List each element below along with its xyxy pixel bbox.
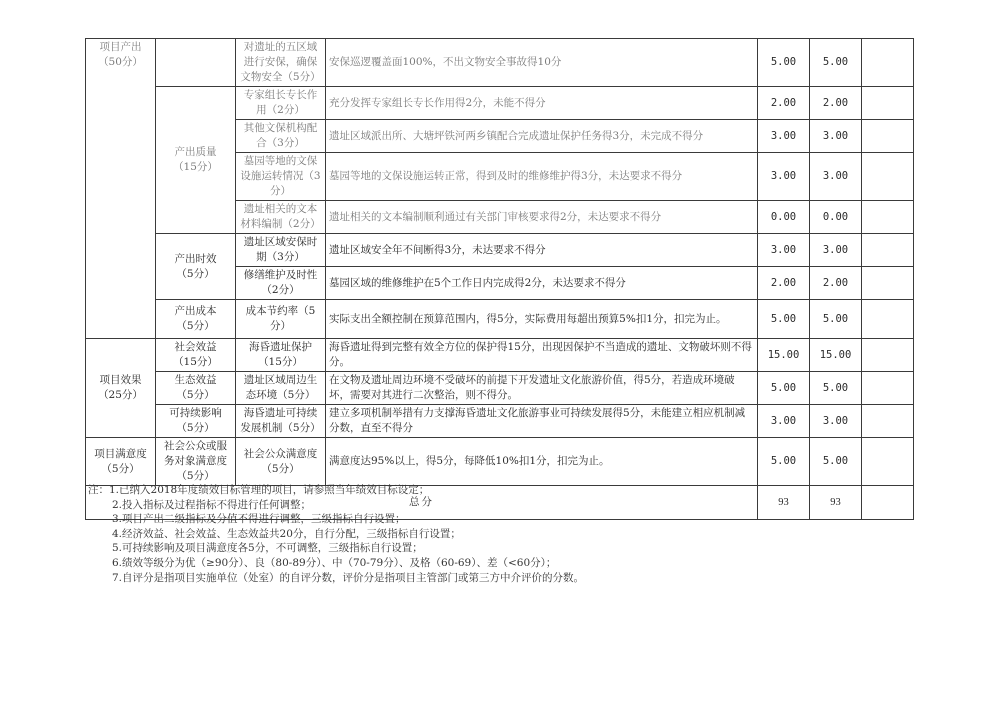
subcategory-cell: 社会公众或服务对象满意度 （5分） <box>156 438 236 486</box>
table-row <box>86 339 914 372</box>
note-line: 6.绩效等级分为优（≥90分）、良（80-89分）、中（70-79分）、及格（60-69）、差（<60分）； <box>112 556 557 569</box>
performance-table <box>85 38 914 520</box>
note-line: 4.经济效益、社会效益、生态效益共20分，自行分配，三级指标自行设置； <box>112 527 461 540</box>
indicator-cell: 海昏遗址保护（15分） <box>236 339 326 372</box>
category-cell: 项目产出 （50分） <box>86 39 156 339</box>
indicator-cell: 墓园等地的文保设施运转情况（3分） <box>236 153 326 201</box>
self-score: 0.00 <box>758 201 810 234</box>
table-row <box>86 39 914 87</box>
blank-cell <box>862 300 914 339</box>
table-row <box>86 300 914 339</box>
standard-cell: 墓园等地的文保设施运转正常，得到及时的维修维护得3分，未达要求不得分 <box>326 153 758 201</box>
eval-score: 3.00 <box>810 153 862 201</box>
indicator-cell: 遗址相关的文本材料编制（2分） <box>236 201 326 234</box>
standard-cell: 在文物及遗址周边环境不受破坏的前提下开发遗址文化旅游价值，得5分，若造成环境破坏，需要对其进行二次整治，则不得分。 <box>326 372 758 405</box>
blank-cell <box>862 267 914 300</box>
standard-cell: 充分发挥专家组长专长作用得2分，未能不得分 <box>326 87 758 120</box>
standard-cell: 安保巡逻覆盖面100%，不出文物安全事故得10分 <box>326 39 758 87</box>
blank-cell <box>862 234 914 267</box>
standard-cell: 遗址区域派出所、大塘坪铁河两乡镇配合完成遗址保护任务得3分，未完成不得分 <box>326 120 758 153</box>
eval-score: 15.00 <box>810 339 862 372</box>
eval-score: 3.00 <box>810 234 862 267</box>
blank-cell <box>862 438 914 486</box>
indicator-cell: 专家组长专长作用（2分） <box>236 87 326 120</box>
eval-score: 0.00 <box>810 201 862 234</box>
indicator-cell: 社会公众满意度 （5分） <box>236 438 326 486</box>
eval-score: 2.00 <box>810 87 862 120</box>
indicator-cell: 遗址区域安保时期（3分） <box>236 234 326 267</box>
eval-score: 5.00 <box>810 39 862 87</box>
standard-cell: 实际支出全额控制在预算范围内，得5分，实际费用每超出预算5%扣1分，扣完为止。 <box>326 300 758 339</box>
subcategory-cell: 产出时效 （5分） <box>156 234 236 300</box>
standard-cell: 建立多项机制举措有力支撑海昏遗址文化旅游事业可持续发展得5分，未能建立相应机制减分数，直至不得分 <box>326 405 758 438</box>
blank-cell <box>862 372 914 405</box>
blank-cell <box>862 405 914 438</box>
subcategory-cell: 社会效益 （15分） <box>156 339 236 372</box>
eval-score: 5.00 <box>810 300 862 339</box>
indicator-cell: 修缮维护及时性（2分） <box>236 267 326 300</box>
standard-cell: 遗址区域安全年不间断得3分，未达要求不得分 <box>326 234 758 267</box>
eval-score: 5.00 <box>810 438 862 486</box>
self-score: 5.00 <box>758 438 810 486</box>
subcategory-cell: 产出成本 （5分） <box>156 300 236 339</box>
indicator-cell: 海昏遗址可持续发展机制（5分） <box>236 405 326 438</box>
standard-cell: 海昏遗址得到完整有效全方位的保护得15分，出现因保护不当造成的遗址、文物破坏则不得分。 <box>326 339 758 372</box>
subcategory-cell: 可持续影响 （5分） <box>156 405 236 438</box>
self-score: 2.00 <box>758 267 810 300</box>
eval-score: 5.00 <box>810 372 862 405</box>
self-score: 5.00 <box>758 39 810 87</box>
total-self-score: 93 <box>758 486 810 520</box>
self-score: 3.00 <box>758 234 810 267</box>
standard-cell: 遗址相关的文本编制顺利通过有关部门审核要求得2分，未达要求不得分 <box>326 201 758 234</box>
note-line: 5.可持续影响及项目满意度各5分，不可调整，三级指标自行设置； <box>112 542 423 555</box>
note-line: 注：1.已纳入2018年度绩效目标管理的项目，请参照当年绩效目标设定； <box>88 484 430 496</box>
standard-cell: 满意度达95%以上，得5分，每降低10%扣1分，扣完为止。 <box>326 438 758 486</box>
indicator-cell: 对遗址的五区域进行安保，确保文物安全（5分） <box>236 39 326 87</box>
indicator-cell: 其他文保机构配合（3分） <box>236 120 326 153</box>
table-row <box>86 372 914 405</box>
eval-score: 2.00 <box>810 267 862 300</box>
notes-section <box>88 483 888 585</box>
blank-cell <box>862 39 914 87</box>
table-row <box>86 234 914 267</box>
total-label: 总分 <box>86 486 758 520</box>
note-line: 3.项目产出二级指标及分值不得进行调整，三级指标自行设置； <box>112 513 406 526</box>
category-cell: 项目满意度 （5分） <box>86 438 156 486</box>
table-row <box>86 438 914 486</box>
indicator-cell: 遗址区域周边生态环境（5分） <box>236 372 326 405</box>
category-cell: 项目效果 （25分） <box>86 339 156 438</box>
self-score: 15.00 <box>758 339 810 372</box>
blank-cell <box>862 339 914 372</box>
blank-cell <box>862 201 914 234</box>
total-eval-score: 93 <box>810 486 862 520</box>
blank-cell <box>862 153 914 201</box>
eval-score: 3.00 <box>810 405 862 438</box>
note-line: 2.投入指标及过程指标不得进行任何调整； <box>112 498 312 511</box>
table-row <box>86 405 914 438</box>
self-score: 5.00 <box>758 300 810 339</box>
blank-cell <box>862 120 914 153</box>
subcategory-cell: 产出质量 （15分） <box>156 87 236 234</box>
self-score: 3.00 <box>758 153 810 201</box>
table-row <box>86 87 914 120</box>
self-score: 5.00 <box>758 372 810 405</box>
subcategory-cell: 生态效益 （5分） <box>156 372 236 405</box>
self-score: 2.00 <box>758 87 810 120</box>
indicator-cell: 成本节约率（5分） <box>236 300 326 339</box>
self-score: 3.00 <box>758 120 810 153</box>
subcategory-cell <box>156 39 236 87</box>
self-score: 3.00 <box>758 405 810 438</box>
note-line: 7.自评分是指项目实施单位（处室）的自评分数，评价分是指项目主管部门或第三方中介评价的分数。 <box>112 571 585 584</box>
eval-score: 3.00 <box>810 120 862 153</box>
standard-cell: 墓园区域的维修维护在5个工作日内完成得2分，未达要求不得分 <box>326 267 758 300</box>
blank-cell <box>862 87 914 120</box>
